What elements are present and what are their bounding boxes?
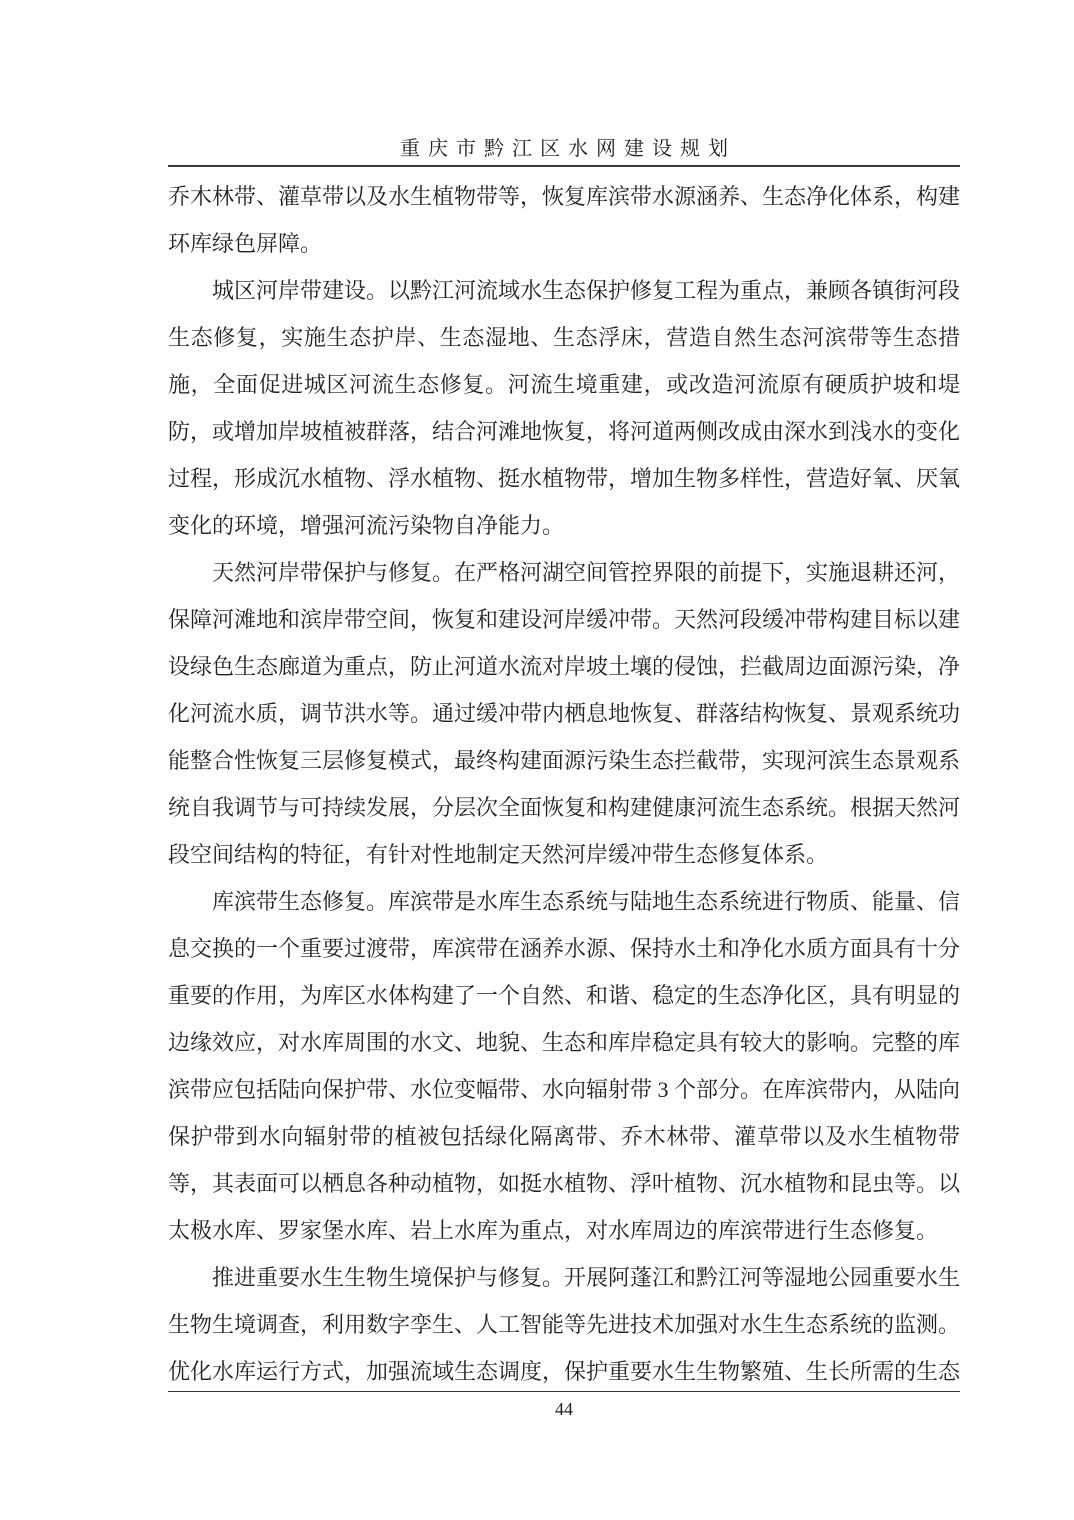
page-number: 44 <box>555 1399 573 1419</box>
page-header <box>168 132 960 161</box>
header-divider <box>168 165 960 167</box>
footer-divider <box>168 1391 960 1392</box>
body-paragraph-3: 天然河岸带保护与修复。在严格河湖空间管控界限的前提下，实施退耕还河，保障河滩地和滨岸带空间，恢复和建设河岸缓冲带。天然河段缓冲带构建目标以建设绿色生态廊道为重点，防止河道水流对岸坡土壤的侵蚀，拦截周边面源污染，净化河流水质，调节洪水等。通过缓冲带内栖息地恢复、群落结构恢复、景观系统功能整合性恢复三层修复模式，最终构建面源污染生态拦截带，实现河滨生态景观系统自我调节与可持续发展，分层次全面恢复和构建健康河流生态系统。根据天然河段空间结构的特征，有针对性地制定天然河岸缓冲带生态修复体系。 <box>168 560 960 867</box>
body-paragraph-5: 推进重要水生生物生境保护与修复。开展阿蓬江和黔江河等湿地公园重要水生生物生境调查，利用数字孪生、人工智能等先进技术加强对水生生态系统的监测。优化水库运行方式，加强流域生态调度，保护重要水生生物繁殖、生长所需的生态 <box>168 1265 960 1384</box>
body-paragraph-1: 乔木林带、灌草带以及水生植物带等，恢复库滨带水源涵养、生态净化体系，构建环库绿色屏障。 <box>168 184 960 256</box>
document-body <box>168 173 960 1391</box>
page-header-title: 重庆市黔江区水网建设规划 <box>400 138 736 160</box>
body-paragraph-4: 库滨带生态修复。库滨带是水库生态系统与陆地生态系统进行物质、能量、信息交换的一个重要过渡带，库滨带在涵养水源、保持水土和净化水质方面具有十分重要的作用，为库区水体构建了一个自然、和谐、稳定的生态净化区，具有明显的边缘效应，对水库周围的水文、地貌、生态和库岸稳定具有较大的影响。完整的库滨带应包括陆向保护带、水位变幅带、水向辐射带 3 个部分。在库滨带内，从陆向保护带到水向辐射带的植被包括绿化隔离带、乔木林带、灌草带以及水生植物带等，其表面可以栖息各种动植物，如挺水植物、浮叶植物、沉水植物和昆虫等。以太极水库、罗家堡水库、岩上水库为重点，对水库周边的库滨带进行生态修复。 <box>168 889 960 1243</box>
body-paragraph-2: 城区河岸带建设。以黔江河流域水生态保护修复工程为重点，兼顾各镇街河段生态修复，实施生态护岸、生态湿地、生态浮床，营造自然生态河滨带等生态措施，全面促进城区河流生态修复。河流生境重建，或改造河流原有硬质护坡和堤防，或增加岸坡植被群落，结合河滩地恢复，将河道两侧改成由深水到浅水的变化过程，形成沉水植物、浮水植物、挺水植物带，增加生物多样性，营造好氧、厌氧变化的环境，增强河流污染物自净能力。 <box>168 278 960 538</box>
